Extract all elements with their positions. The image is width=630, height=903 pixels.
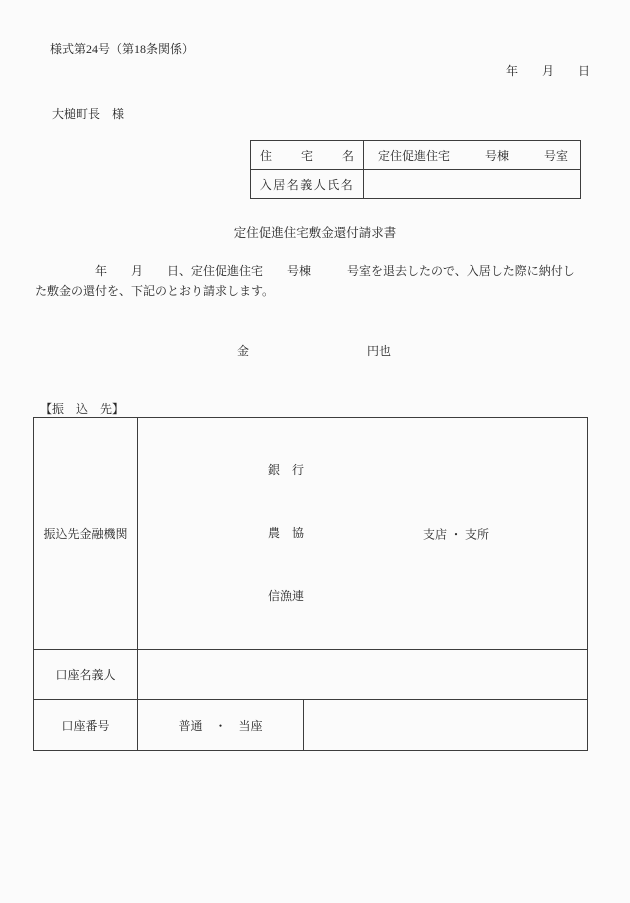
financial-institution-field[interactable] <box>138 418 588 650</box>
transfer-destination-heading: 【振 込 先】 <box>40 402 125 416</box>
form-title: 定住促進住宅敷金還付請求書 <box>233 226 397 240</box>
housing-name-label-char: 宅 <box>300 148 313 163</box>
building-number-part: 号棟 <box>484 148 509 163</box>
housing-name-part: 定住促進住宅 <box>378 148 451 163</box>
housing-info-table <box>250 140 581 199</box>
table-row <box>34 650 588 700</box>
tenant-name-label: 入居名義人氏名 <box>251 170 364 199</box>
form-number: 様式第24号（第18条関係） <box>50 42 195 56</box>
amount-field[interactable] <box>249 346 367 359</box>
account-type-options: 普通 ・ 当座 <box>138 700 304 751</box>
bank-type-agricultural-coop: 農 協 <box>268 526 305 540</box>
account-holder-field[interactable] <box>138 650 588 700</box>
addressee: 大槌町長 様 <box>52 107 125 121</box>
housing-name-label-char: 住 <box>260 148 273 163</box>
table-row <box>34 700 588 751</box>
bank-transfer-table <box>33 417 588 751</box>
tenant-name-field[interactable] <box>364 170 581 199</box>
amount-line <box>237 342 391 359</box>
table-row <box>251 141 581 170</box>
branch-office-label: 支店 ・ 支所 <box>423 527 490 541</box>
bank-type-bank: 銀 行 <box>268 463 305 477</box>
housing-name-label-char: 名 <box>341 148 354 163</box>
account-holder-label: 口座名義人 <box>34 650 138 700</box>
bank-type-fishery-coop: 信漁連 <box>268 589 305 603</box>
housing-name-label <box>251 141 364 170</box>
body-paragraph <box>35 261 600 301</box>
financial-institution-label: 振込先金融機関 <box>34 418 138 650</box>
bank-type-options <box>268 418 304 649</box>
housing-name-value <box>364 141 581 170</box>
account-number-label: 口座番号 <box>34 700 138 751</box>
amount-prefix: 金 <box>237 344 250 358</box>
table-row <box>34 418 588 650</box>
amount-suffix: 円也 <box>367 344 392 358</box>
account-number-field[interactable] <box>304 700 588 751</box>
body-line-2: た敷金の還付を、下記のとおり請求します。 <box>35 284 275 298</box>
body-line-1: 年 月 日、定住促進住宅 号棟 号室を退去したので、入居した際に納付し <box>35 264 575 278</box>
room-number-part: 号室 <box>543 148 568 163</box>
table-row <box>251 170 581 199</box>
date-line: 年 月 日 <box>506 64 591 78</box>
